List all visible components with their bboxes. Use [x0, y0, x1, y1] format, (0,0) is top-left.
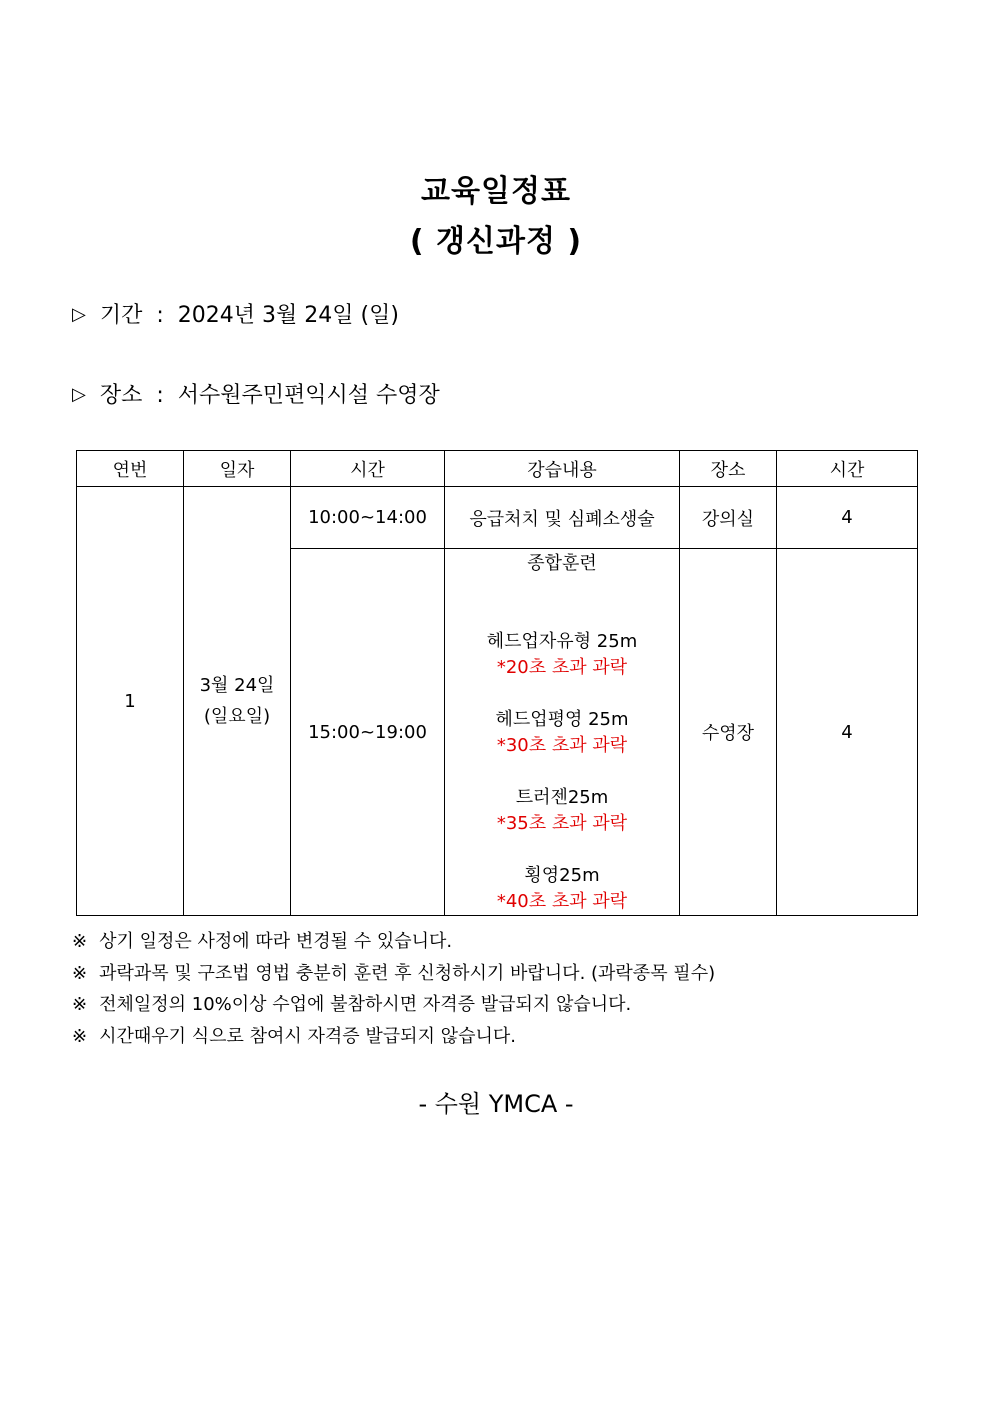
- note-item: [72, 1021, 715, 1053]
- content-cell: [445, 549, 680, 916]
- place-cell: 강의실: [680, 487, 777, 549]
- reference-mark-icon: ※: [72, 962, 88, 984]
- period-value: 2024년 3월 24일 (일): [177, 303, 399, 328]
- event-requirement: *35초 초과 과락: [496, 813, 628, 834]
- event-name: 트러젠25m: [515, 787, 609, 808]
- note-item: [72, 926, 715, 958]
- document-subtitle: ( 갱신과정 ): [409, 224, 583, 259]
- notes-list: [72, 926, 715, 1052]
- triangle-marker-icon: ▷: [72, 384, 86, 405]
- header-content: 강습내용: [445, 451, 680, 487]
- event-name: 횡영25m: [524, 865, 600, 886]
- place-value: 서수원주민편익시설 수영장: [177, 383, 440, 408]
- reference-mark-icon: ※: [72, 931, 88, 952]
- header-hours: 시간: [777, 451, 918, 487]
- time-cell: 15:00~19:00: [291, 549, 445, 916]
- note-text: 과락과목 및 구조법 영법 충분히 훈련 후 신청하시기 바랍니다. (과락종목 필수): [99, 962, 716, 984]
- date-cell: [184, 487, 291, 916]
- header-time: 시간: [291, 451, 445, 487]
- date-line: 3월 24일: [199, 675, 275, 696]
- note-text: 전체일정의 10%이상 수업에 불참하시면 자격증 발급되지 않습니다.: [99, 994, 632, 1015]
- hours-cell: 4: [777, 487, 918, 549]
- place-label: 장소: [99, 383, 143, 408]
- header-date: 일자: [184, 451, 291, 487]
- reference-mark-icon: ※: [72, 994, 88, 1015]
- organization-footer: - 수원 YMCA -: [418, 1090, 574, 1118]
- content-title: 종합훈련: [527, 553, 597, 574]
- event-name: 헤드업평영 25m: [495, 709, 629, 730]
- schedule-table: [76, 450, 918, 916]
- note-text: 시간때우기 식으로 참여시 자격증 발급되지 않습니다.: [99, 1025, 516, 1047]
- place-cell: 수영장: [680, 549, 777, 916]
- period-separator: :: [156, 303, 164, 328]
- header-number: 연번: [77, 451, 184, 487]
- number-cell: 1: [77, 487, 184, 916]
- period-line: [72, 298, 399, 329]
- triangle-marker-icon: ▷: [72, 304, 86, 325]
- note-item: [72, 958, 715, 990]
- event-requirement: *30초 초과 과락: [496, 735, 628, 756]
- table-header-row: [77, 451, 918, 487]
- header-place: 장소: [680, 451, 777, 487]
- date-weekday: (일요일): [203, 706, 271, 727]
- event-requirement: *40초 초과 과락: [496, 891, 628, 912]
- time-cell: 10:00~14:00: [291, 487, 445, 549]
- content-cell: 응급처치 및 심폐소생술: [445, 487, 680, 549]
- note-item: [72, 989, 715, 1021]
- event-name: 헤드업자유형 25m: [486, 631, 638, 652]
- event-requirement: *20초 초과 과락: [496, 657, 628, 678]
- note-text: 상기 일정은 사정에 따라 변경될 수 있습니다.: [99, 931, 453, 952]
- place-line: [72, 378, 440, 409]
- reference-mark-icon: ※: [72, 1025, 88, 1047]
- hours-cell: 4: [777, 549, 918, 916]
- place-separator: :: [156, 383, 164, 408]
- table-row: [77, 487, 918, 549]
- document-title: 교육일정표: [421, 174, 571, 209]
- period-label: 기간: [99, 303, 143, 328]
